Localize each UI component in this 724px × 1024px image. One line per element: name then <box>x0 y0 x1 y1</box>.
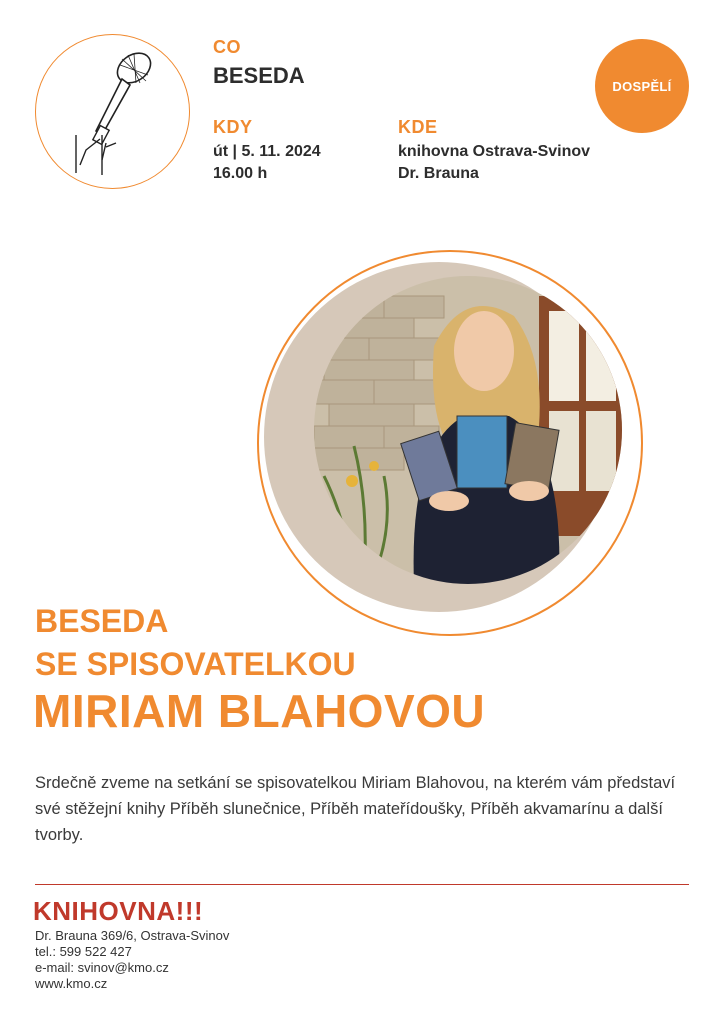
co-label: CO <box>213 37 241 57</box>
footer-address: Dr. Brauna 369/6, Ostrava-Svinov <box>35 928 230 943</box>
kde-line2: Dr. Brauna <box>398 165 479 182</box>
title-author-name: MIRIAM BLAHOVOU <box>33 685 486 737</box>
author-photo <box>314 276 622 584</box>
library-logo: KNIHOVNA!!! <box>33 896 204 926</box>
co-value: BESEDA <box>213 63 305 88</box>
audience-badge: DOSPĚLÍ <box>595 39 689 133</box>
kde-line1: knihovna Ostrava-Svinov <box>398 143 591 160</box>
kdy-date: út | 5. 11. 2024 <box>213 143 321 160</box>
title-line-1: BESEDA <box>35 603 169 639</box>
title-line-2: SE SPISOVATELKOU <box>35 646 356 682</box>
kde-label: KDE <box>398 117 438 137</box>
footer-divider <box>35 884 689 885</box>
footer-email[interactable]: e-mail: svinov@kmo.cz <box>35 960 169 975</box>
kdy-time: 16.00 h <box>213 165 268 182</box>
microphone-circle <box>35 34 190 189</box>
event-description: Srdečně zveme na setkání se spisovatelkou Miriam Blahovou, na kterém vám představí své stěžejní knihy Příběh slunečnice, Příběh mateřídoušky, Příběh akvamarínu a další tvorby. <box>35 774 676 844</box>
microphone-icon <box>36 35 191 190</box>
footer-phone: tel.: 599 522 427 <box>35 944 132 959</box>
kdy-label: KDY <box>213 117 253 137</box>
footer-website[interactable]: www.kmo.cz <box>35 976 108 991</box>
